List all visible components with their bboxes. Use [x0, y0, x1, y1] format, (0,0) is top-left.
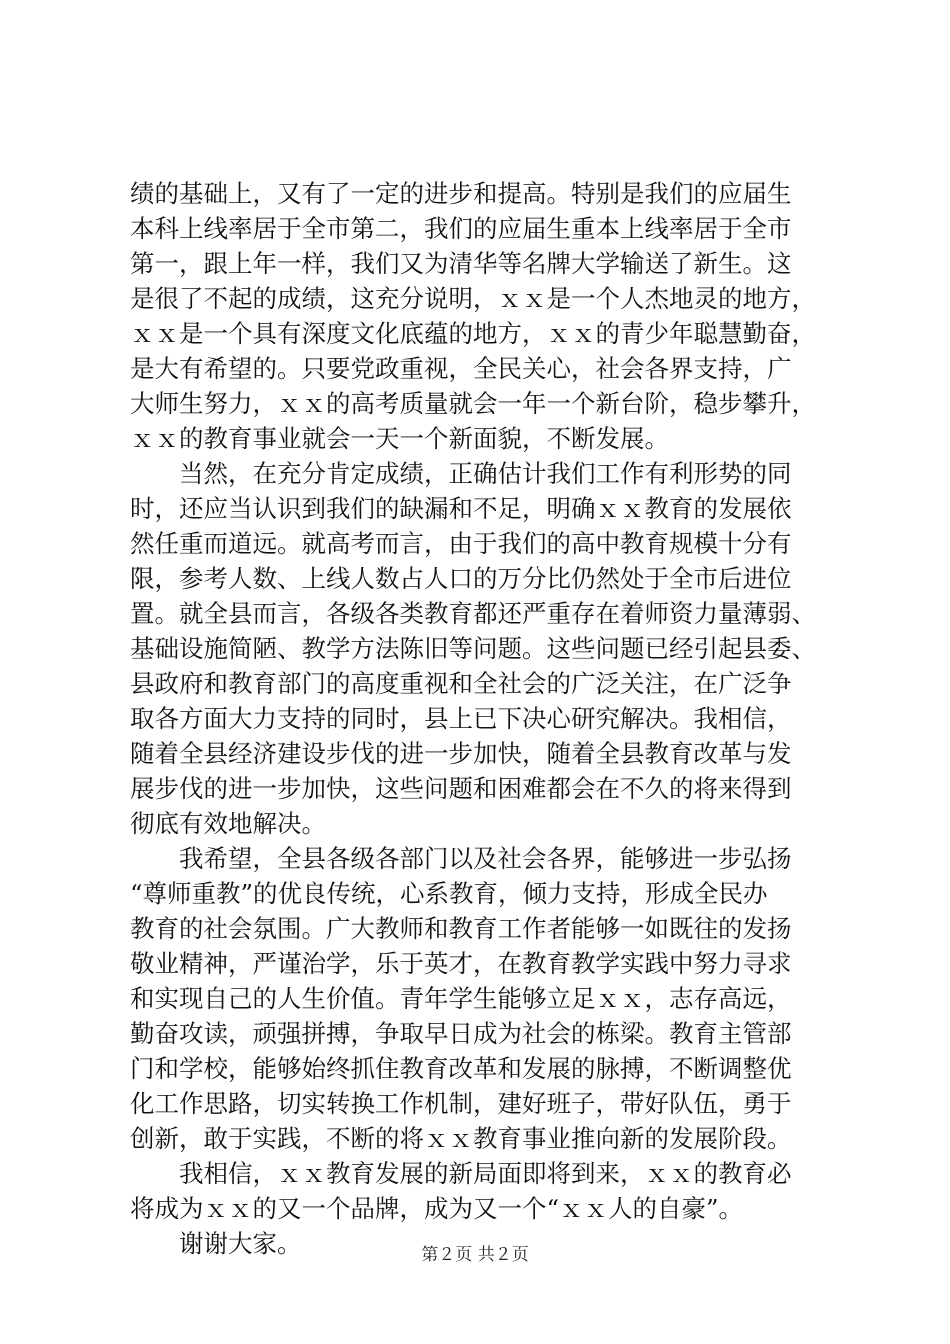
text-line: 勤奋攻读，顽强拼搏，争取早日成为社会的栋梁。教育主管部 — [130, 1019, 792, 1048]
text-line: ｘｘ的教育事业就会一天一个新面貌，不断发展。 — [130, 424, 669, 453]
text-line: 基础设施简陋、教学方法陈旧等问题。这些问题已经引起县委、 — [130, 634, 816, 663]
text-line: 取各方面大力支持的同时，县上已下决心研究解决。我相信， — [130, 704, 792, 733]
document-body — [130, 176, 830, 1261]
text-line: 我希望，全县各级各部门以及社会各界，能够进一步弘扬 — [130, 844, 792, 873]
text-line: 绩的基础上，又有了一定的进步和提高。特别是我们的应届生 — [130, 179, 792, 208]
text-line: 限，参考人数、上线人数占人口的万分比仍然处于全市后进位 — [130, 564, 792, 593]
text-line: 创新，敢于实践，不断的将ｘｘ教育事业推向新的发展阶段。 — [130, 1124, 792, 1153]
text-line: 随着全县经济建设步伐的进一步加快，随着全县教育改革与发 — [130, 739, 792, 768]
text-line: 教育的社会氛围。广大教师和教育工作者能够一如既往的发扬 — [130, 914, 792, 943]
text-line: ｘｘ是一个具有深度文化底蕴的地方，ｘｘ的青少年聪慧勤奋， — [130, 319, 816, 348]
text-line: 将成为ｘｘ的又一个品牌，成为又一个“ｘｘ人的自豪”。 — [130, 1194, 744, 1223]
text-line: 然任重而道远。就高考而言，由于我们的高中教育规模十分有 — [130, 529, 792, 558]
text-line: 本科上线率居于全市第二，我们的应届生重本上线率居于全市 — [130, 214, 792, 243]
text-line: 我相信，ｘｘ教育发展的新局面即将到来，ｘｘ的教育必 — [130, 1159, 792, 1188]
text-line: 谢谢大家。 — [130, 1229, 302, 1258]
text-line: 大师生努力，ｘｘ的高考质量就会一年一个新台阶，稳步攀升， — [130, 389, 816, 418]
page-footer: 第２页 共２页 — [421, 1245, 529, 1265]
text-line: 敬业精神，严谨治学，乐于英才，在教育教学实践中努力寻求 — [130, 949, 792, 978]
text-line: 时，还应当认识到我们的缺漏和不足，明确ｘｘ教育的发展依 — [130, 494, 792, 523]
text-line: 展步伐的进一步加快，这些问题和困难都会在不久的将来得到 — [130, 774, 792, 803]
text-line: 第一，跟上年一样，我们又为清华等名牌大学输送了新生。这 — [130, 249, 792, 278]
text-line: 彻底有效地解决。 — [130, 809, 326, 838]
text-line: 当然，在充分肯定成绩，正确估计我们工作有利形势的同 — [130, 459, 792, 488]
text-line: 和实现自己的人生价值。青年学生能够立足ｘｘ，志存高远， — [130, 984, 792, 1013]
text-line: 是很了不起的成绩，这充分说明，ｘｘ是一个人杰地灵的地方， — [130, 284, 816, 313]
text-line: 置。就全县而言，各级各类教育都还严重存在着师资力量薄弱、 — [130, 599, 816, 628]
text-line: 门和学校，能够始终抓住教育改革和发展的脉搏，不断调整优 — [130, 1054, 792, 1083]
text-line: 化工作思路，切实转换工作机制，建好班子，带好队伍，勇于 — [130, 1089, 792, 1118]
text-line: 是大有希望的。只要党政重视，全民关心，社会各界支持，广 — [130, 354, 792, 383]
text-line: “尊师重教”的优良传统，心系教育，倾力支持，形成全民办 — [130, 879, 768, 908]
text-line: 县政府和教育部门的高度重视和全社会的广泛关注，在广泛争 — [130, 669, 792, 698]
